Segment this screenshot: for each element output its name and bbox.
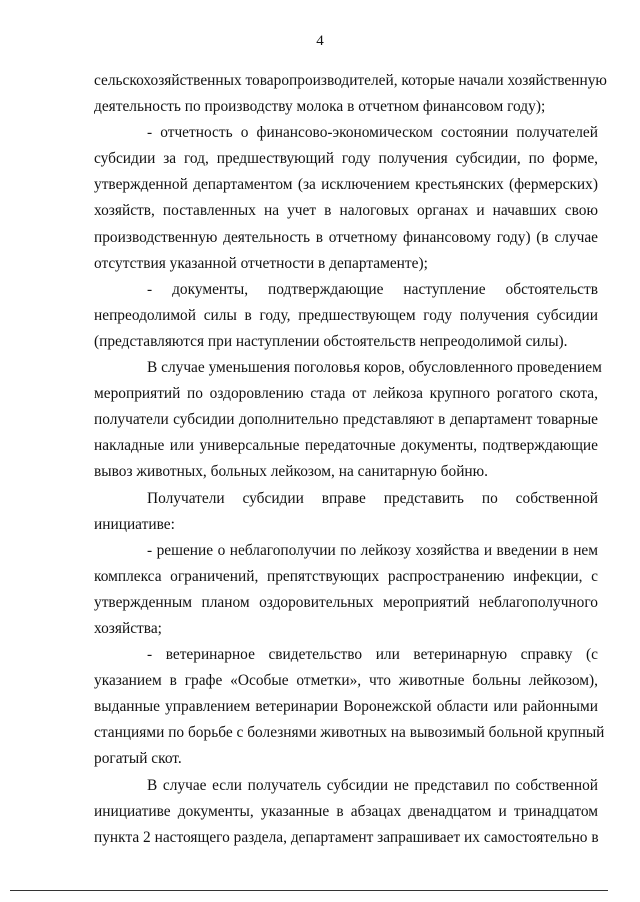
text-line: - отчетность о финансово-экономическом состоянии получателей: [147, 124, 598, 142]
text-line: хозяйств, поставленных на учет в налоговых органах и начавших свою: [94, 202, 598, 220]
text-line: - документы, подтверждающие наступление обстоятельств: [147, 280, 598, 298]
text-line: хозяйства;: [94, 619, 162, 637]
text-line: - решение о неблагополучии по лейкозу хозяйства и введении в нем: [147, 541, 598, 559]
text-line: субсидии за год, предшествующий году получения субсидии, по форме,: [94, 150, 598, 168]
text-line: вывоз животных, больных лейкозом, на санитарную бойню.: [94, 463, 489, 481]
text-line: рогатый скот.: [94, 750, 182, 768]
text-line: накладные или универсальные передаточные документы, подтверждающие: [94, 437, 598, 455]
text-line: В случае если получатель субсидии не представил по собственной: [147, 776, 598, 794]
text-line: - ветеринарное свидетельство или ветеринарную справку (с: [147, 646, 598, 664]
text-line: Получатели субсидии вправе представить по собственной: [147, 489, 598, 507]
text-line: станциями по борьбе с болезнями животных на вывозимый больной крупный: [94, 724, 605, 742]
text-line: комплекса ограничений, препятствующих распространению инфекции, с: [94, 567, 598, 585]
text-line: отсутствия указанной отчетности в департаменте);: [94, 254, 428, 272]
text-line: В случае уменьшения поголовья коров, обусловленного проведением: [147, 359, 602, 377]
text-line: инициативе:: [94, 515, 175, 533]
text-line: утвержденным планом оздоровительных мероприятий неблагополучного: [94, 593, 598, 611]
text-line: пункта 2 настоящего раздела, департамент запрашивает их самостоятельно в: [94, 828, 599, 846]
text-line: инициативе документы, указанные в абзацах двенадцатом и тринадцатом: [94, 802, 598, 820]
text-line: деятельность по производству молока в отчетном финансовом году);: [94, 98, 546, 116]
text-line: производственную деятельность в отчетному финансовому году) (в случае: [94, 228, 598, 246]
text-line: получатели субсидии дополнительно представляют в департамент товарные: [94, 411, 598, 429]
text-line: непреодолимой силы в году, предшествующем году получения субсидии: [94, 306, 598, 324]
text-line: сельскохозяйственных товаропроизводителей, которые начали хозяйственную: [94, 72, 607, 89]
text-line: (представляются при наступлении обстоятельств непреодолимой силы).: [94, 332, 568, 350]
text-line: указанием в графе «Особые отметки», что животные больны лейкозом),: [94, 672, 598, 690]
text-line: мероприятий по оздоровлению стада от лейкоза крупного рогатого скота,: [94, 385, 598, 403]
text-line: утвержденной департаментом (за исключением крестьянских (фермерских): [94, 176, 598, 194]
text-line: выданные управлением ветеринарии Воронежской области или районными: [94, 698, 598, 716]
footer-rule: [10, 890, 608, 891]
page-number: 4: [316, 33, 324, 49]
body-text: [94, 68, 607, 851]
